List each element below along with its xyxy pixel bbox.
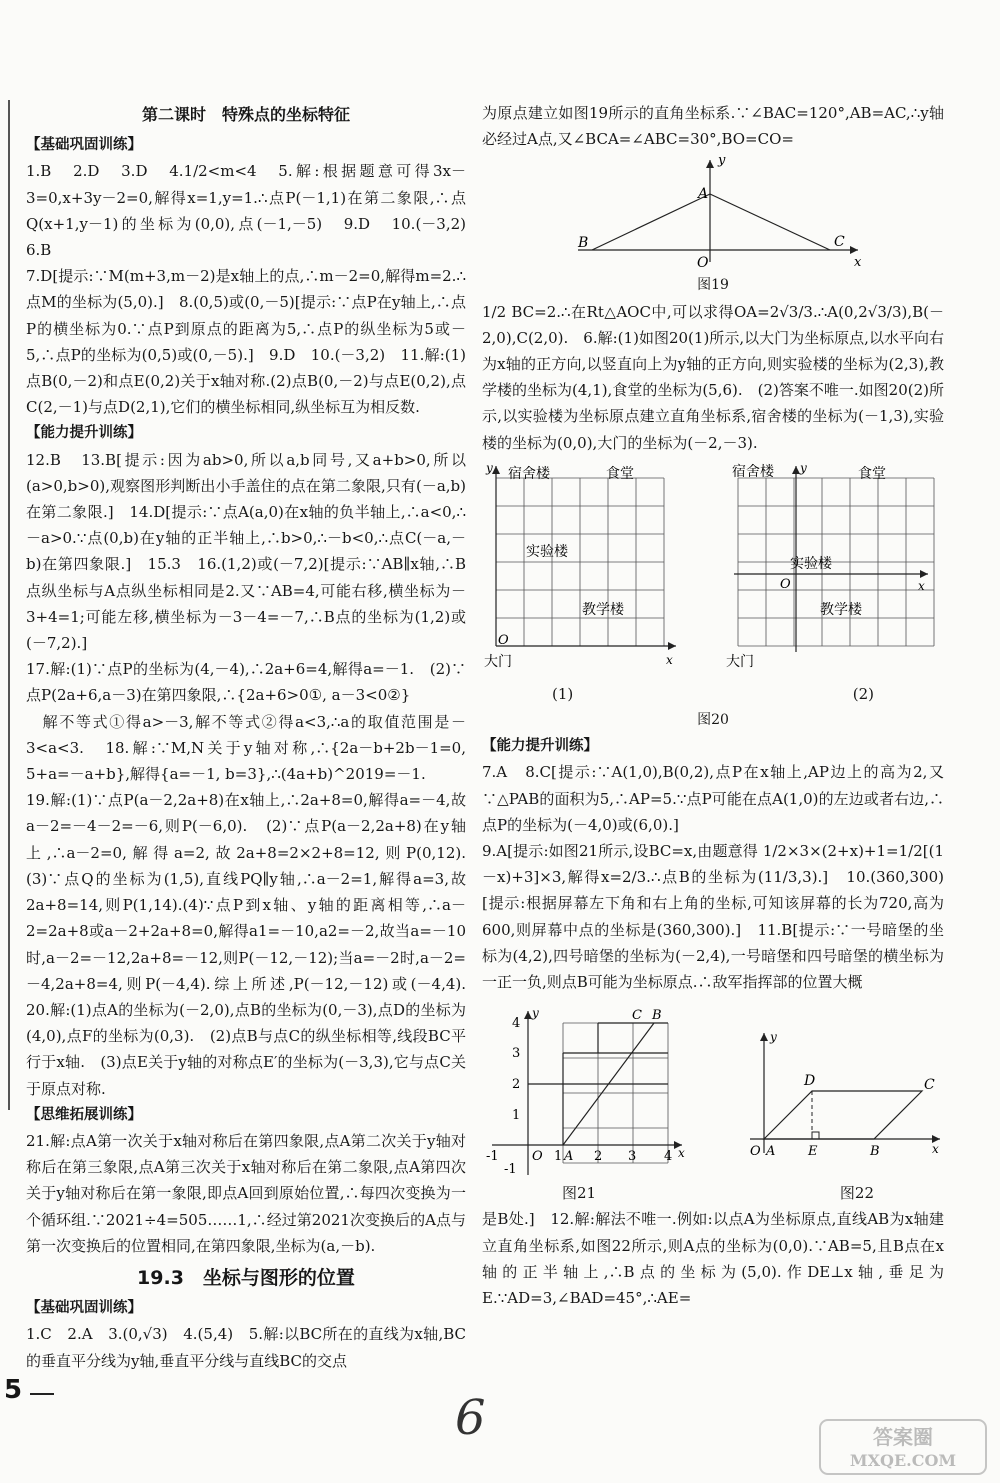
tick-y-neg1: -1 (504, 1162, 517, 1178)
label-o: O (697, 255, 709, 272)
label-x: x (666, 652, 673, 667)
label-lab: 实验楼 (526, 543, 568, 560)
tick-y-4: 4 (512, 1016, 521, 1032)
answer-paragraph: 1.C 2.A 3.(0,√3) 4.(5,4) 5.解:以BC所在的直线为x轴,BC的垂直平分线为y轴,垂直平分线与直线BC的交点 (26, 1325, 466, 1370)
figure-20-2 (724, 456, 944, 681)
figure-20-subcaptions (482, 681, 944, 707)
label-a: A (564, 1149, 574, 1165)
parallelogram-abcd (764, 1091, 922, 1139)
section-heading: 【基础巩固训练】 (26, 137, 142, 154)
tick-x-3: 3 (628, 1149, 637, 1165)
section-heading: 【能力提升训练】 (26, 425, 142, 442)
label-c: C (632, 1008, 642, 1024)
tick-x-1: 1 (554, 1149, 563, 1165)
figure-19-caption: 图19 (697, 277, 729, 294)
label-x: x (932, 1142, 939, 1157)
answer-paragraph: 19.解:(1)∵点P(a－2,2a+8)在x轴上,∴2a+8=0,解得a=－4,故a－2=－4－2=－6,则P(－6,0). (2)∵点P(a－2,2a+8)在y轴上,∴a－2=0,解得a=2,故2a+8=2×2+8=12,则P(0,12). (3)∵点Q的坐标为(1,5),直线PQ∥y轴,∴a－2=1,解得a=3,故2a+8=14,则P(1,14).(4)∵点P到x轴、y轴的距离相等,∴a－2=2a+8或a－2+2a+8=0,解得a1=－10,a2=－2,故当a=－10时,a－2=－12,2a+8=－12,则P(－12,－12);当a=－2时,a－2=－4,2a+8=4,则P(－4,4).综上所述,P(－12,－12)或(－4,4). 20.解:(1)点A的坐标为(－2,0),点B的坐标为(0,－3),点D的坐标为(4,0),点F的坐标为(0,3). (2)点B与点C的纵坐标相等,线段BC平行于x轴. (3)点E关于y轴的对称点E′的坐标为(－3,3),它与点C关于原点对称. (26, 791, 482, 1098)
subcaption-2: (2) (852, 684, 874, 703)
tick-y-3: 3 (512, 1046, 521, 1062)
label-b: B (652, 1008, 662, 1024)
label-c: C (924, 1077, 935, 1094)
label-x: x (678, 1146, 685, 1161)
figure-19 (558, 152, 868, 272)
section-heading: 【能力提升训练】 (482, 738, 598, 755)
answer-paragraph: 9.A[提示:如图21所示,设BC=x,由题意得 1/2×3×(2+x)+1=1/2[(1－x)+3]×3,解得x=2/3.∴点B的坐标为(11/3,3).] 10.(360,300)[提示:根据屏幕左下角和右上角的坐标,可知该屏幕的长为720,高为600,则屏幕中点的坐标是(360,300).] 11.B[提示:∵一号暗堡的坐标为(4,2),四号暗堡的坐标为(－2,4),一号暗堡和四号暗堡的横坐标为一正一负,则点B可能为坐标原点.∴敌军指挥部的位置大概 (482, 842, 944, 992)
label-y: y (800, 460, 807, 475)
tick-y-2: 2 (512, 1077, 521, 1093)
figure-20-caption: 图20 (697, 712, 729, 729)
label-canteen: 食堂 (606, 465, 634, 482)
label-o: O (780, 576, 791, 592)
subcaption-1: (1) (552, 684, 574, 703)
figure-22 (744, 1029, 944, 1179)
y-arrow (760, 1033, 768, 1041)
grid (496, 478, 664, 646)
tick-x-neg1: -1 (486, 1149, 499, 1165)
label-y: y (718, 153, 726, 169)
x-arrow (920, 570, 928, 578)
y-arrow (492, 466, 500, 474)
figures-21-22 (482, 1005, 944, 1180)
grid (738, 478, 934, 646)
label-gate: 大门 (726, 653, 754, 670)
answer-paragraph: 12.B 13.B[提示:因为ab>0,所以a,b同号,又a+b>0,所以(a>0,b>0),观察图形判断出小手盖住的点在第二象限,只有(－a,b)在第二象限.] 14.D[提示:∵点A(a,0)在x轴的负半轴上,∴a<0,∴－a>0.∵点(0,b)在y轴的正半轴上,∴b>0,∴－b<0,∴点C(－a,－b)在第四象限.] 15.3 16.(1,2)或(－7,2)[提示:∵AB∥x轴,∴B点纵坐标与A点纵坐标相同是2.又∵AB=4,可能右移,横坐标为－3+4=1;可能左移,横坐标为－3－4=－7,∴B点的坐标为(1,2)或(－7,2).] (26, 450, 466, 653)
answer-paragraph: 是B处.] 12.解:解法不唯一.例如:以点A为坐标原点,直线AB为x轴建立直角坐标系,如图22所示,则A点的坐标为(0,0).∵AB=5,且B点在x轴的正半轴上,∴B点的坐标为(5,0).作DE⊥x轴,垂足为E.∵AD=3,∠BAD=45°,∴AE= (482, 1210, 944, 1308)
label-y: y (486, 460, 493, 475)
chapter-title: 19.3 坐标与图形的位置 (137, 1266, 355, 1289)
label-a: A (698, 186, 709, 203)
label-dormitory: 宿舍楼 (508, 465, 550, 482)
right-angle-mark (812, 1132, 819, 1139)
watermark-url: MXQE.COM (849, 1451, 957, 1470)
figure-22-caption: 图22 (839, 1184, 874, 1203)
left-column (26, 100, 482, 1374)
answer-paragraph: 7.D[提示:∵M(m+3,m－2)是x轴上的点,∴m－2=0,解得m=2.∴点M的坐标为(5,0).] 8.(0,5)或(0,－5)[提示:∵点P在y轴上,∴点P的横坐标为0.∵点P到原点的距离为5,∴点P的纵坐标为5或－5,∴点P的坐标为(0,5)或(0,－5).] 9.D 10.(－3,2) 11.解:(1)点B(0,－2)和点E(0,2)关于x轴对称.(2)点B(0,－2)与点E(0,2),点C(2,－1)与点D(2,1),它们的横坐标相同,纵坐标互为相反数. (26, 267, 466, 417)
tick-x-4: 4 (664, 1149, 673, 1165)
answer-paragraph: 21.解:点A第一次关于x轴对称后在第四象限,点A第二次关于y轴对称后在第三象限,点A第三次关于x轴对称后在第二象限,点A第四次关于y轴对称后在第一象限,即点A回到原始位置,∴每四次变换为一个循环组.∵2021÷4=505……1,∴经过第2021次变换后的A点与第一次变换后的位置相同,在第四象限,坐标为(a,－b). (26, 1131, 466, 1255)
figure-20 (482, 456, 944, 681)
tick-x-2: 2 (594, 1149, 603, 1165)
handwritten-mark: 6 (455, 1390, 486, 1446)
lesson-title: 第二课时 特殊点的坐标特征 (141, 105, 350, 124)
margin-rule (8, 100, 10, 1110)
answer-paragraph: 为原点建立如图19所示的直角坐标系.∵∠BAC=120°,AB=AC,∴y轴必经过A点,又∠BCA=∠ABC=30°,BO=CO= (482, 104, 944, 149)
grid (563, 1023, 668, 1163)
label-e: E (808, 1144, 818, 1160)
label-lab: 实验楼 (790, 555, 832, 572)
right-column (482, 100, 944, 1311)
label-c: C (834, 234, 845, 251)
label-canteen: 食堂 (858, 465, 886, 482)
section-heading: 【思维拓展训练】 (26, 1106, 142, 1123)
label-o: O (750, 1144, 761, 1160)
page-number: 5 (4, 1375, 23, 1405)
section-heading: 【基础巩固训练】 (26, 1300, 142, 1317)
watermark-title: 答案圈 (873, 1425, 933, 1449)
figure-20-1 (482, 456, 682, 681)
label-y: y (532, 1006, 539, 1021)
y-arrow (706, 160, 714, 168)
answer-paragraph: 1/2 BC=2.∴在Rt△AOC中,可以求得OA=2√3/3.∴A(0,2√3/3),B(－2,0),C(2,0). 6.解:(1)如图20(1)所示,以大门为坐标原点,以水平向右为x轴的正方向,以竖直向上为y轴的正方向,则实验楼的坐标为(2,3),教学楼的坐标为(4,1),食堂的坐标为(5,6). (2)答案不唯一.如图20(2)所示,以实验楼为坐标原点建立直角坐标系,宿舍楼的坐标为(－1,3),实验楼的坐标为(0,0),大门的坐标为(－2,－3). (482, 302, 945, 452)
label-x: x (918, 578, 925, 593)
tick-y-1: 1 (512, 1108, 521, 1124)
figure-21-22-captions (482, 1180, 944, 1206)
figure-21 (482, 1005, 692, 1180)
label-x: x (854, 255, 862, 271)
y-arrow (792, 466, 800, 474)
answer-paragraph: 7.A 8.C[提示:∵A(1,0),B(0,2),点P在x轴上,AP边上的高为2,又∵△PAB的面积为5,∴AP=5.∵点P可能在点A(1,0)的左边或者右边,∴点P的坐标为(－4,0)或(6,0).] (482, 763, 944, 834)
answer-paragraph: 解不等式①得a>－3,解不等式②得a<3,∴a的取值范围是－3<a<3. 18.解:∵M,N关于y轴对称,∴{2a－b+2b－1=0, 5+a=－a+b},解得{a=－1, b=3},∴(4a+b)^2019=－1. (26, 712, 466, 784)
segment-ab (592, 194, 710, 250)
x-arrow (668, 642, 676, 650)
answer-paragraph: 1.B 2.D 3.D 4.1/2<m<4 5.解:根据题意可得3x－3=0,x+3y－2=0,解得x=1,y=1.∴点P(－1,1)在第二象限,∴点Q(x+1,y－1)的坐标为(0,0),点(－1,－5) 9.D 10.(－3,2) 6.B (26, 162, 482, 260)
label-b: B (578, 235, 589, 252)
label-teaching: 教学楼 (820, 601, 862, 618)
label-d: D (804, 1073, 816, 1090)
label-a: A (766, 1144, 776, 1160)
label-gate: 大门 (484, 653, 512, 670)
watermark-logo (818, 1418, 988, 1476)
label-b: B (870, 1144, 880, 1160)
answer-paragraph: 17.解:(1)∵点P的坐标为(4,－4),∴2a+6=4,解得a=－1. (2)∵点P(2a+6,a－3)在第四象限,∴{2a+6>0①, a－3<0②} (26, 660, 466, 705)
page-number-dash (30, 1393, 54, 1395)
x-arrow (850, 246, 858, 254)
y-arrow (524, 1011, 532, 1019)
label-o: O (498, 632, 509, 648)
figure-21-caption: 图21 (562, 1184, 597, 1203)
label-dormitory: 宿舍楼 (732, 463, 774, 480)
segment-ac (710, 194, 830, 250)
label-teaching: 教学楼 (582, 601, 624, 618)
label-y: y (770, 1030, 777, 1045)
label-o: O (532, 1149, 543, 1165)
